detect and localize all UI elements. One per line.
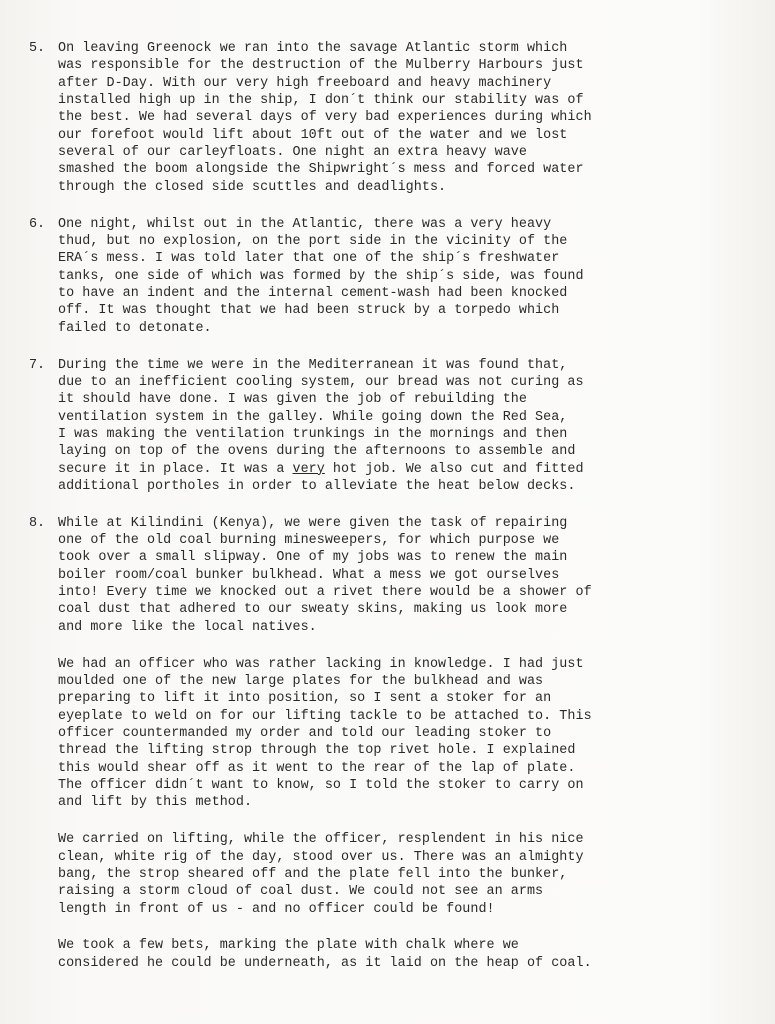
text-line: through the closed side scuttles and deadlights.	[58, 179, 447, 195]
text-line: to have an indent and the internal cement-wash had been knocked	[58, 285, 568, 301]
continuation-paragraph	[58, 937, 763, 972]
text-line: eyeplate to weld on for our lifting tackle to be attached to. This	[58, 708, 592, 724]
text-line: moulded one of the new large plates for the bulkhead and was	[58, 674, 544, 689]
numbered-paragraph-7	[29, 357, 763, 496]
text-line: installed high up in the ship, I don´t think our stability was of	[58, 93, 584, 109]
paragraph-number: 7.	[29, 357, 46, 373]
text-line: officer countermanded my order and told our leading stoker to	[58, 726, 552, 742]
text-line: it should have done. I was given the job of rebuilding the	[58, 392, 527, 408]
paragraph-body	[58, 515, 763, 636]
text-line: One night, whilst out in the Atlantic, there was a very heavy	[58, 216, 552, 232]
text-line: due to an inefficient cooling system, our bread was not curing as	[58, 374, 584, 390]
text-line: thread the lifting strop through the top rivet hole. I explained	[58, 743, 576, 759]
text-line: and lift by this method.	[58, 795, 253, 811]
numbered-paragraph-8	[29, 515, 763, 636]
text-line: this would shear off as it went to the rear of the lap of plate.	[58, 760, 576, 776]
text-line: raising a storm cloud of coal dust. We could not see an arms	[58, 884, 544, 900]
paragraph-body	[58, 216, 763, 337]
text-line: On leaving Greenock we ran into the savage Atlantic storm which	[58, 41, 568, 56]
paragraph-body	[58, 357, 763, 496]
text-line: During the time we were in the Mediterranean it was found that,	[58, 357, 568, 373]
text-line: smashed the boom alongside the Shipwright´s mess and forced water	[58, 162, 584, 178]
text-line: and more like the local natives.	[58, 619, 317, 635]
numbered-paragraph-6	[29, 216, 763, 337]
text-line: boiler room/coal bunker bulkhead. What a mess we got ourselves	[58, 567, 560, 583]
text-line: after D-Day. With our very high freeboard and heavy machinery	[58, 75, 552, 91]
text-line: was responsible for the destruction of the Mulberry Harbours just	[58, 58, 584, 74]
text-line: We took a few bets, marking the plate with chalk where we	[58, 938, 519, 954]
text-line: off. It was thought that we had been struck by a torpedo which	[58, 303, 560, 319]
text-line: I was making the ventilation trunkings in the mornings and then	[58, 426, 568, 442]
text-line: several of our carleyfloats. One night an extra heavy wave	[58, 145, 527, 161]
text-line: coal dust that adhered to our sweaty skins, making us look more	[58, 602, 568, 618]
paragraph-body	[58, 40, 763, 196]
text-line: laying on top of the ovens during the afternoons to assemble and	[58, 444, 576, 460]
continuation-paragraph	[58, 656, 763, 812]
text-line: While at Kilindini (Kenya), we were given the task of repairing	[58, 515, 568, 531]
text-line: took over a small slipway. One of my jobs was to renew the main	[58, 550, 568, 566]
text-line: our forefoot would lift about 10ft out of the water and we lost	[58, 127, 568, 143]
text-line: We carried on lifting, while the officer, resplendent in his nice	[58, 832, 584, 848]
text-line: ERA´s mess. I was told later that one of the ship´s freshwater	[58, 251, 560, 267]
text-line: bang, the strop sheared off and the plate fell into the bunker,	[58, 866, 568, 882]
text-line-emphasis	[58, 461, 763, 478]
text-line: thud, but no explosion, on the port side in the vicinity of the	[58, 233, 568, 249]
text-line: additional portholes in order to alleviate the heat below decks.	[58, 478, 576, 494]
text-line: considered he could be underneath, as it laid on the heap of coal.	[58, 955, 592, 971]
text-line: length in front of us - and no officer could be found!	[58, 901, 495, 917]
paragraph-number: 8.	[29, 515, 46, 531]
paragraph-number: 6.	[29, 216, 46, 232]
text-line: We had an officer who was rather lacking in knowledge. I had just	[58, 656, 584, 672]
text-line: clean, white rig of the day, stood over us. There was an almighty	[58, 849, 584, 865]
text-line: the best. We had several days of very bad experiences during which	[58, 110, 592, 126]
continuation-paragraph	[58, 831, 763, 918]
text-line: into! Every time we knocked out a rivet there would be a shower of	[58, 585, 592, 601]
underlined-word: very	[292, 461, 325, 477]
text-line: The officer didn´t want to know, so I told the stoker to carry on	[58, 778, 584, 794]
numbered-paragraph-5	[29, 40, 763, 196]
text-line: tanks, one side of which was formed by the ship´s side, was found	[58, 268, 584, 284]
text-line: failed to detonate.	[58, 320, 212, 336]
text-before-emphasis: secure it in place. It was a	[58, 461, 293, 477]
text-line: ventilation system in the galley. While going down the Red Sea,	[58, 409, 568, 425]
paragraph-number: 5.	[29, 41, 46, 56]
text-line: preparing to lift it into position, so I sent a stoker for an	[58, 691, 552, 707]
text-line: one of the old coal burning minesweepers, for which purpose we	[58, 533, 560, 549]
text-after-emphasis: hot job. We also cut and fitted	[324, 461, 584, 477]
